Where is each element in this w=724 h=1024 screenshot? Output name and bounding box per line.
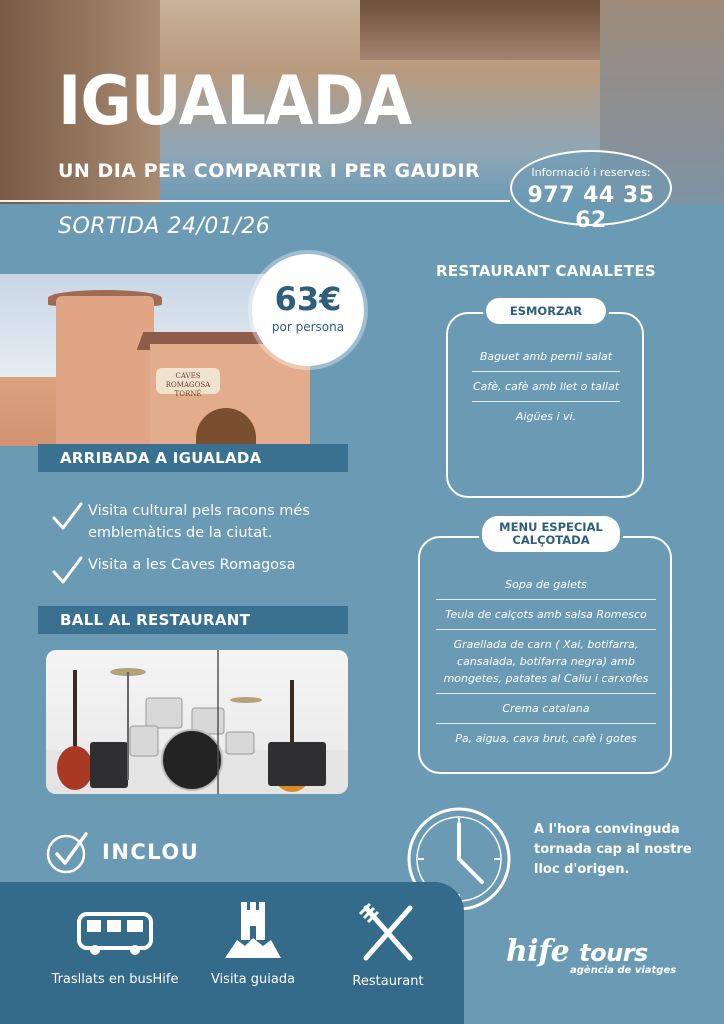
list-item: [50, 554, 340, 588]
price-badge: [252, 254, 364, 366]
restaurant-title: RESTAURANT CANALETES: [436, 262, 657, 280]
breakfast-items: [472, 342, 620, 431]
brand-name: [506, 934, 676, 969]
contact-label: Informació i reserves:: [531, 166, 651, 179]
feature-label: Restaurant: [352, 974, 424, 989]
feature-label: Visita guiada: [210, 972, 296, 987]
special-menu-label-line1: MENU ESPECIAL: [499, 520, 603, 534]
feature-bus: [40, 910, 190, 987]
checkmark-icon: [50, 500, 84, 534]
brand-tagline: agència de viatges: [570, 965, 677, 976]
check-circle-icon: [46, 830, 90, 874]
menu-item: Baguet amb pernil salat: [472, 342, 620, 372]
arrival-heading: ARRIBADA A IGUALADA: [38, 444, 348, 472]
tower: [56, 296, 154, 446]
menu-item: Aigües i vi.: [515, 410, 577, 423]
special-menu-label-line2: CALÇOTADA: [512, 533, 590, 547]
fork-knife-icon: [356, 902, 420, 962]
bus-icon: [75, 910, 155, 958]
menu-item: Cafè, cafè amb llet o tallat: [472, 372, 620, 402]
page-title: IGUALADA: [58, 62, 412, 141]
price-amount: 63€: [274, 280, 342, 318]
return-text: A l'hora convinguda tornada cap al nostre lloc d'origen.: [534, 822, 692, 877]
includes-label: INCLOU: [102, 840, 200, 864]
arrival-list: [50, 500, 340, 598]
list-item-text: Visita cultural pels racons més emblemàtics de la ciutat.: [88, 503, 310, 541]
brand-name-suffix: tours: [579, 939, 648, 967]
instruments-illustration: [46, 650, 348, 794]
page-subtitle: UN DIA PER COMPARTIR I PER GAUDIR: [58, 160, 481, 182]
menu-item: Sopa de galets: [436, 570, 656, 600]
winery-sign: CAVES ROMAGOSA TORNÉ: [156, 368, 220, 394]
feature-restaurant: [336, 902, 440, 989]
arcade-photo-roof: [360, 0, 600, 60]
menu-item: Graellada de carn ( Xai, botifarra, cansalada, botifarra negra) amb mongetes, patates al Caliu i carxofes: [436, 630, 656, 694]
feature-guided-visit: [198, 898, 308, 987]
special-menu-items: [436, 570, 656, 753]
menu-item: Crema catalana: [436, 694, 656, 724]
list-item-text: Visita a les Caves Romagosa: [88, 557, 296, 573]
list-item: [50, 500, 340, 544]
contact-oval[interactable]: [510, 150, 672, 233]
includes-heading: [46, 830, 199, 874]
departure-date: SORTIDA 24/01/26: [58, 214, 271, 239]
breakfast-label: ESMORZAR: [486, 298, 606, 324]
tower-icon: [223, 898, 283, 960]
dance-heading: BALL AL RESTAURANT: [38, 606, 348, 634]
band-instruments-photo: [46, 650, 348, 794]
brand-name-main: hife: [506, 934, 570, 969]
contact-phone[interactable]: 977 44 35 62: [527, 183, 655, 233]
brand-logo[interactable]: [506, 934, 676, 976]
special-menu-label: [482, 516, 620, 552]
price-per: por persona: [271, 320, 345, 334]
feature-label: Trasllats en busHife: [51, 972, 179, 987]
checkmark-icon: [50, 554, 84, 588]
menu-item: Teula de calçots amb salsa Romesco: [436, 600, 656, 630]
header-divider: [0, 200, 510, 202]
menu-item: Pa, aigua, cava brut, cafè i gotes: [455, 732, 637, 745]
